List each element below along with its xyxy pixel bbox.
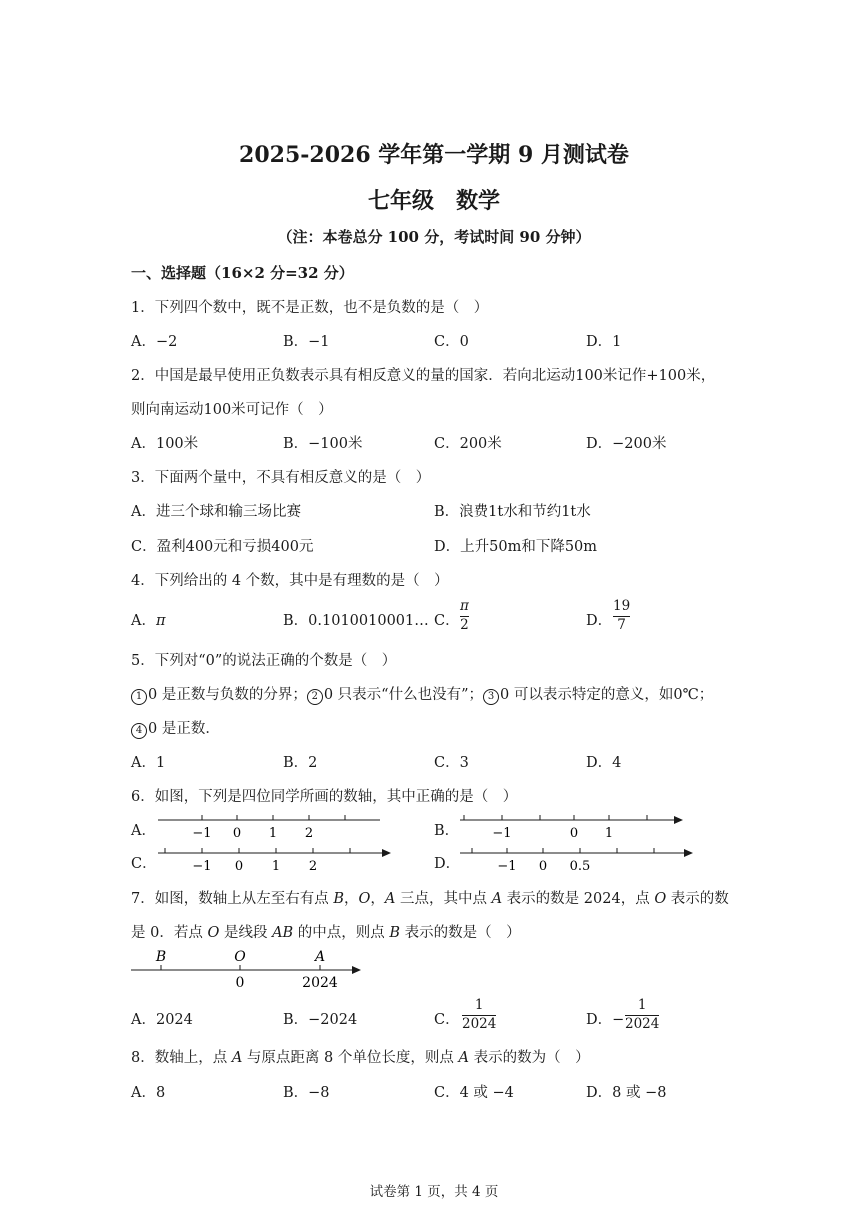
point-o-ref: O: [358, 891, 371, 907]
q7-option-a: A．2024: [131, 1012, 193, 1028]
q2-option-c: C．200米: [434, 436, 502, 452]
axis-tick-label: 2: [304, 826, 314, 841]
q5-statement-2: 0 只表示“什么也没有”；: [323, 687, 484, 703]
page-footer: 试卷第 1 页，共 4 页: [369, 1184, 499, 1200]
q4-option-a-value: π: [155, 613, 166, 629]
q4-option-c-fraction: [460, 599, 469, 633]
question-6-stem: 6．如图，下列是四位同学所画的数轴，其中正确的是（ ）: [131, 789, 518, 805]
point-b-ref: B: [389, 925, 401, 941]
q4-option-a: [131, 609, 166, 630]
point-label: A: [314, 949, 326, 965]
q5-statement-3: 0 可以表示特定的意义，如0℃；: [500, 687, 714, 703]
q3-option-c: C．盈利400元和亏损400元: [131, 539, 314, 555]
q3-option-d: D．上升50m和下降50m: [434, 539, 598, 555]
circled-number-4: 4: [131, 723, 147, 739]
axis-tick-label: −1: [192, 859, 212, 874]
q7-option-c-label: C．: [434, 1012, 460, 1028]
q6-option-a-label: A．: [131, 823, 156, 839]
q5-option-c: C．3: [434, 755, 469, 771]
text-run: 是线段: [219, 925, 273, 941]
q4-option-c-label: C．: [434, 613, 460, 629]
arrow-right-icon: [352, 966, 361, 974]
exam-title: 2025-2026 学年第一学期 9 月测试卷: [239, 142, 629, 168]
q8-option-a: A．8: [131, 1085, 166, 1101]
q5-statements-line1: [131, 683, 713, 705]
q1-option-d: D．1: [586, 334, 622, 350]
axis-tick-label: 2024: [302, 975, 338, 991]
q7-number-line-figure: [128, 945, 368, 991]
q6-axis-b: [452, 810, 692, 842]
q3-option-b: B．浪费1t水和节约1t水: [434, 504, 591, 520]
text-run: ，: [344, 891, 359, 907]
q4-option-d-fraction: [613, 599, 630, 633]
point-o-ref: O: [207, 925, 220, 941]
q7-option-b: B．−2024: [283, 1012, 358, 1028]
axis-tick-label: −1: [192, 826, 212, 841]
axis-tick-label: 2: [308, 859, 318, 874]
axis-tick-label: 0: [232, 826, 242, 841]
point-a-ref: A: [458, 1050, 469, 1066]
axis-tick-label: −1: [492, 826, 512, 841]
q5-option-d: D．4: [586, 755, 622, 771]
q7-option-c-numerator: 1: [474, 997, 484, 1013]
q6-axis-c: [150, 843, 395, 875]
q1-option-b: B．−1: [283, 334, 330, 350]
q4-option-d-denominator: 7: [617, 617, 626, 633]
q3-option-a: A．进三个球和输三场比赛: [131, 504, 301, 520]
point-label: O: [234, 949, 246, 965]
q6-option-c-label: C．: [131, 856, 157, 872]
segment-ab-ref: AB: [272, 925, 294, 941]
arrow-right-icon: [674, 816, 683, 824]
axis-tick-label: 0: [538, 859, 548, 874]
q6-option-b-label: B．: [434, 823, 460, 839]
q8-option-c: C．4 或 −4: [434, 1085, 514, 1101]
q1-option-a: A．−2: [131, 334, 178, 350]
q5-option-b: B．2: [283, 755, 318, 771]
axis-tick-label: 0: [235, 975, 245, 991]
text-run: 7．如图，数轴上从左至右有点: [131, 891, 334, 907]
q4-option-a-label: A．: [131, 613, 156, 629]
text-run: 表示的数为（ ）: [468, 1050, 590, 1066]
q8-option-d: D．8 或 −8: [586, 1085, 667, 1101]
arrow-right-icon: [684, 849, 693, 857]
text-run: 三点，其中点: [395, 891, 492, 907]
q6-axis-a: [150, 810, 390, 842]
text-run: 与原点距离 8 个单位长度，则点: [242, 1050, 459, 1066]
circled-number-1: 1: [131, 689, 147, 705]
q7-option-d-denominator: 2024: [625, 1016, 660, 1032]
point-a-ref: A: [231, 1050, 243, 1066]
text-run: 表示的数是（ ）: [400, 925, 521, 941]
arrow-right-icon: [382, 849, 391, 857]
question-7-stem-line1: [131, 887, 729, 908]
text-run: 8．数轴上，点: [131, 1050, 232, 1066]
exam-note: （注：本卷总分 100 分，考试时间 90 分钟）: [277, 228, 591, 246]
question-2-stem-line2: 则向南运动100米可记作（ ）: [131, 402, 333, 418]
q5-statements-line2: [131, 717, 220, 739]
q5-option-a: A．1: [131, 755, 166, 771]
q4-option-d-numerator: 19: [613, 598, 631, 614]
q6-option-d-label: D．: [434, 856, 461, 872]
point-a-ref: A: [384, 891, 396, 907]
grade-subject: 七年级 数学: [367, 188, 500, 214]
question-1-stem: 1．下列四个数中，既不是正数，也不是负数的是（ ）: [131, 300, 489, 316]
q5-statement-1: 0 是正数与负数的分界；: [148, 687, 307, 703]
axis-tick-label: 1: [271, 859, 281, 874]
q4-option-c-denominator: 2: [460, 617, 469, 633]
axis-tick-label: 1: [604, 826, 614, 841]
q6-axis-d: [452, 843, 697, 875]
q1-option-c: C．0: [434, 334, 469, 350]
text-run: 表示的数是 2024，点: [502, 891, 655, 907]
question-2-stem-line1: 2．中国是最早使用正负数表示具有相反意义的量的国家．若向北运动100米记作+100米，: [131, 368, 716, 384]
text-run: 表示的数: [666, 891, 729, 907]
q4-option-b: B．0.1010010001…: [283, 613, 429, 629]
q7-option-d-label: D．−: [586, 1012, 625, 1028]
point-b-ref: B: [333, 891, 344, 907]
point-label: B: [155, 949, 167, 965]
q7-option-c-denominator: 2024: [462, 1016, 497, 1032]
axis-tick-label: 0: [569, 826, 579, 841]
point-o-ref: O: [654, 891, 667, 907]
axis-tick-label: −1: [497, 859, 517, 874]
q2-option-b: B．−100米: [283, 436, 363, 452]
point-a-ref: A: [491, 891, 503, 907]
q2-option-a: A．100米: [131, 436, 199, 452]
text-run: 是 0．若点: [131, 925, 208, 941]
question-8-stem: [131, 1046, 590, 1067]
circled-number-2: 2: [307, 689, 323, 705]
circled-number-3: 3: [483, 689, 499, 705]
axis-tick-label: 0.5: [569, 859, 591, 874]
q7-option-c-fraction: [462, 998, 496, 1032]
q7-option-d-numerator: 1: [637, 997, 647, 1013]
q4-option-c-numerator: π: [460, 598, 469, 614]
q8-option-b: B．−8: [283, 1085, 330, 1101]
axis-tick-label: 1: [268, 826, 278, 841]
q7-option-d-fraction: [625, 998, 659, 1032]
q5-statement-4: 0 是正数．: [148, 721, 220, 737]
question-5-stem: 5．下列对“0”的说法正确的个数是（ ）: [131, 653, 397, 669]
q2-option-d: D．−200米: [586, 436, 667, 452]
q4-option-d-label: D．: [586, 613, 613, 629]
text-run: 的中点，则点: [293, 925, 390, 941]
question-4-stem: 4．下列给出的 4 个数，其中是有理数的是（ ）: [131, 573, 449, 589]
section-heading: 一、选择题（16×2 分=32 分）: [131, 264, 354, 282]
text-run: ，: [370, 891, 385, 907]
question-3-stem: 3．下面两个量中，不具有相反意义的是（ ）: [131, 470, 431, 486]
question-7-stem-line2: [131, 921, 521, 942]
axis-tick-label: 0: [234, 859, 244, 874]
